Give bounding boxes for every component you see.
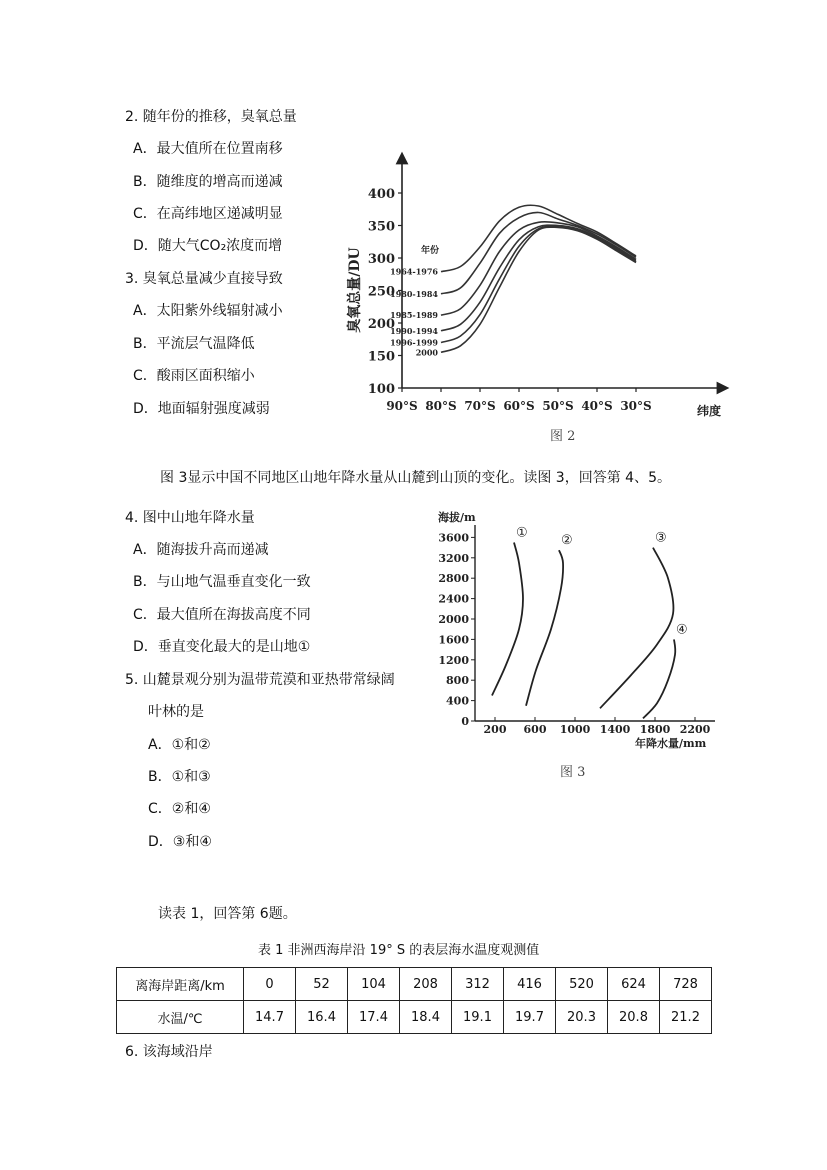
figure-3-caption: 图 3 <box>560 765 586 780</box>
q4-option-d: D．垂直变化最大的是山地① <box>133 639 311 655</box>
table-cell: 624 <box>608 968 660 1001</box>
ozone-series-label: 1990-1994 <box>390 325 438 336</box>
table-cell: 16.4 <box>296 1001 348 1034</box>
figure-2-caption: 图 2 <box>550 429 576 444</box>
q3-stem: 3. 臭氧总量减少直接导致 <box>125 271 283 287</box>
ozone-x-tick-label: 90°S <box>386 399 418 413</box>
ozone-x-tick-label: 40°S <box>581 399 613 413</box>
table-cell: 18.4 <box>400 1001 452 1034</box>
precip-y-tick-label: 2000 <box>438 613 469 626</box>
table-cell: 14.7 <box>244 1001 296 1034</box>
ozone-y-tick-label: 350 <box>367 219 395 235</box>
ozone-series-label: 2000 <box>415 347 438 358</box>
ozone-series-label: 1980-1984 <box>390 288 438 299</box>
precip-x-axis-label: 年降水量/mm <box>635 737 707 750</box>
q5-option-d: D．③和④ <box>148 834 212 850</box>
precip-series-line <box>526 550 563 706</box>
table-row <box>117 1001 712 1034</box>
precip-series-label: ① <box>516 525 528 541</box>
table-cell: 312 <box>452 968 504 1001</box>
ozone-chart-svg <box>345 150 735 445</box>
q4-stem: 4. 图中山地年降水量 <box>125 510 255 526</box>
q5-stem-line2: 叶林的是 <box>148 704 204 720</box>
table-header-distance: 离海岸距离/km <box>117 968 244 1001</box>
table-cell: 20.8 <box>608 1001 660 1034</box>
precip-y-tick-label: 400 <box>446 694 469 708</box>
precip-series-line <box>600 548 673 709</box>
ozone-y-tick-label: 250 <box>367 284 395 300</box>
q5-option-a: A．①和② <box>148 737 211 753</box>
precip-series-line <box>643 639 675 718</box>
precip-series-line <box>492 543 523 696</box>
table-cell: 728 <box>660 968 712 1001</box>
precip-x-tick-label: 2200 <box>679 723 711 736</box>
precip-y-axis-label: 海拔/m <box>438 511 476 524</box>
ozone-series-line <box>441 227 636 352</box>
q3-option-a: A．太阳紫外线辐射减小 <box>133 303 283 319</box>
precip-series-label: ③ <box>655 530 667 546</box>
q3-option-c: C．酸雨区面积缩小 <box>133 368 255 384</box>
precip-y-tick-label: 1200 <box>438 653 469 667</box>
precipitation-chart-svg <box>430 505 725 755</box>
q3-option-b: B．平流层气温降低 <box>133 336 255 352</box>
precip-x-tick-label: 1000 <box>559 723 591 736</box>
ozone-y-axis-label: 臭氧总量/DU <box>347 247 363 333</box>
q2-option-d: D．随大气CO₂浓度而增 <box>133 238 283 254</box>
table-cell: 17.4 <box>348 1001 400 1034</box>
ozone-y-tick-label: 400 <box>367 187 395 202</box>
ozone-legend-title: 年份 <box>421 246 440 256</box>
ozone-series-label: 1985-1989 <box>390 310 438 321</box>
precip-y-tick-label: 3200 <box>438 551 469 565</box>
precip-y-tick-label: 0 <box>461 715 469 728</box>
table-cell: 104 <box>348 968 400 1001</box>
table-cell: 19.7 <box>504 1001 556 1034</box>
precip-series-label: ② <box>561 533 573 549</box>
precip-y-tick-label: 2400 <box>438 592 469 606</box>
figure-2-ozone-chart <box>345 150 735 445</box>
table-cell: 20.3 <box>556 1001 608 1034</box>
table-header-temperature: 水温/℃ <box>117 1001 244 1034</box>
figure-3-precipitation-chart <box>430 505 725 780</box>
precip-x-tick-label: 1400 <box>599 723 631 736</box>
ozone-series-line <box>441 222 636 315</box>
q2-option-a: A．最大值所在位置南移 <box>133 141 283 157</box>
ozone-y-tick-label: 150 <box>367 349 395 365</box>
precip-y-tick-label: 2800 <box>438 572 469 586</box>
precip-y-tick-label: 3600 <box>438 531 469 545</box>
table-cell: 52 <box>296 968 348 1001</box>
precip-series-label: ④ <box>676 622 688 638</box>
precip-x-tick-label: 200 <box>483 723 507 736</box>
fig3-intro: 图 3显示中国不同地区山地年降水量从山麓到山顶的变化。读图 3，回答第 4、5。 <box>160 470 671 486</box>
table-cell: 416 <box>504 968 556 1001</box>
table-cell: 19.1 <box>452 1001 504 1034</box>
ozone-series-label: 1964-1976 <box>390 266 438 277</box>
ozone-series-line <box>441 212 636 293</box>
precip-x-tick-label: 600 <box>523 723 547 736</box>
ozone-series-label: 1996-1999 <box>390 337 438 348</box>
q2-option-c: C．在高纬地区递减明显 <box>133 206 283 222</box>
ozone-x-tick-label: 50°S <box>542 399 574 413</box>
q2-option-b: B．随维度的增高而递减 <box>133 174 283 190</box>
table-cell: 0 <box>244 968 296 1001</box>
q4-option-c: C．最大值所在海拔高度不同 <box>133 607 311 623</box>
ozone-x-axis-label: 纬度 <box>697 404 722 418</box>
ozone-x-tick-label: 30°S <box>620 399 652 413</box>
q5-option-c: C．②和④ <box>148 801 211 817</box>
q6-stem: 6. 该海域沿岸 <box>125 1044 213 1060</box>
table-cell: 208 <box>400 968 452 1001</box>
table-cell: 520 <box>556 968 608 1001</box>
precip-y-tick-label: 1600 <box>438 633 469 647</box>
ozone-x-tick-label: 70°S <box>464 399 496 413</box>
q5-option-b: B．①和③ <box>148 769 211 785</box>
table-row <box>117 968 712 1001</box>
ozone-x-tick-label: 80°S <box>425 399 457 413</box>
q3-option-d: D．地面辐射强度减弱 <box>133 401 270 417</box>
precip-y-tick-label: 800 <box>446 674 469 688</box>
q4-option-a: A．随海拔升高而递减 <box>133 542 269 558</box>
ozone-y-tick-label: 200 <box>367 317 395 332</box>
table-cell: 21.2 <box>660 1001 712 1034</box>
ozone-x-tick-label: 60°S <box>503 399 535 413</box>
ozone-y-tick-label: 100 <box>367 382 395 397</box>
q4-option-b: B．与山地气温垂直变化一致 <box>133 574 311 590</box>
precip-x-tick-label: 1800 <box>639 723 671 736</box>
q5-stem-line1: 5. 山麓景观分别为温带荒漠和亚热带常绿阔 <box>125 672 395 688</box>
table1-caption: 表 1 非洲西海岸沿 19° S 的表层海水温度观测值 <box>258 943 540 958</box>
table1-intro: 读表 1，回答第 6题。 <box>158 906 297 922</box>
q2-stem: 2. 随年份的推移，臭氧总量 <box>125 109 297 125</box>
observation-table <box>116 967 712 1034</box>
ozone-y-tick-label: 300 <box>367 252 395 267</box>
